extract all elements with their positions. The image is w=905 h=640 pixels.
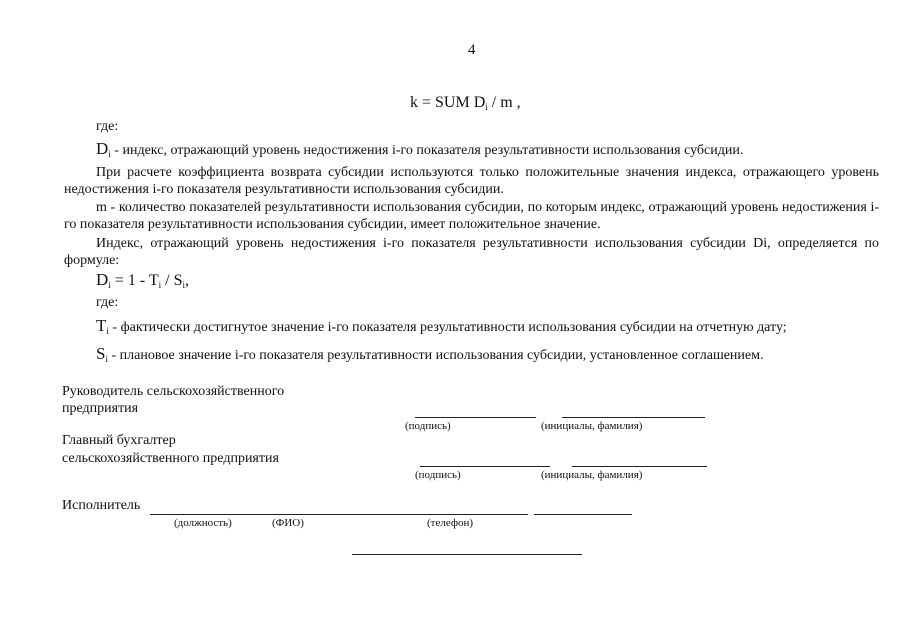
symbol-d-sub: i [108,149,111,159]
definition-di-text: - индекс, отражающий уровень недостижения i-го показателя результативности использования субсидии. [110,143,744,158]
head-initials-caption: (инициалы, фамилия) [541,420,643,432]
formula-d-mid: = 1 - T [110,272,159,289]
executor-label: Исполнитель [62,498,141,513]
bottom-rule [352,554,582,555]
page-number: 4 [468,42,476,58]
symbol-s-sub: i [105,354,108,364]
formula-s-sub: i [182,280,186,290]
head-podpis-caption: (подпись) [405,420,451,432]
formula-t-sub: i [158,280,162,290]
accountant-initials-line [572,466,707,467]
executor-name-line [268,514,528,515]
symbol-t: T [96,316,107,335]
executor-phone-line [534,514,632,515]
definition-si-text: - плановое значение i-го показателя результативности использования субсидии, установленное соглашением. [107,348,764,363]
formula-d-end: , [185,272,190,289]
symbol-d: D [96,139,109,158]
definition-ti-text: - фактически достигнутое значение i-го показателя результативности использования субсидии на отчетную дату; [108,320,787,335]
executor-phone-caption: (телефон) [427,517,474,529]
formula-d-sub: i [108,280,111,290]
head-title-line1: Руководитель сельскохозяйственного [62,384,285,399]
symbol-s: S [96,344,106,363]
formula-k [410,94,521,112]
definition-ti [96,316,787,336]
formula-k-rest: / m , [487,94,521,111]
where-label-1: где: [96,119,119,134]
symbol-t-sub: i [106,326,109,336]
accountant-title-line2: сельскохозяйственного предприятия [62,451,279,466]
head-title-line2: предприятия [62,401,139,416]
accountant-title-line1: Главный бухгалтер [62,433,176,448]
paragraph-m-definition: m - количество показателей результативности использования субсидии, по которым индекс, отражающий уровень недостижения i-го показателя результативности использования субсидии, имеет положительное значение. [64,200,879,232]
accountant-initials-caption: (инициалы, фамилия) [541,469,643,481]
formula-d-slash: / S [161,272,183,289]
definition-di [96,139,743,159]
accountant-podpis-caption: (подпись) [415,469,461,481]
formula-k-lhs: k = SUM D [410,94,486,111]
head-signature-line [415,417,536,418]
formula-d-symbol: D [96,270,109,289]
executor-position-caption: (должность) [174,517,232,529]
where-label-2: где: [96,295,119,310]
executor-position-line [150,514,268,515]
definition-si [96,344,764,364]
paragraph-positive-values: При расчете коэффициента возврата субсидии используются только положительные значения индекса, отражающего уровень недостижения i-го показателя результативности использования субсидии. [64,165,879,197]
paragraph-index-formula-intro: Индекс, отражающий уровень недостижения i-го показателя результативности использования субсидии Di, определяется по формуле: [64,236,879,268]
executor-fio-caption: (ФИО) [272,517,304,529]
accountant-signature-line [420,466,550,467]
formula-d [96,270,189,290]
head-initials-line [562,417,705,418]
formula-k-sub: i [485,102,488,112]
